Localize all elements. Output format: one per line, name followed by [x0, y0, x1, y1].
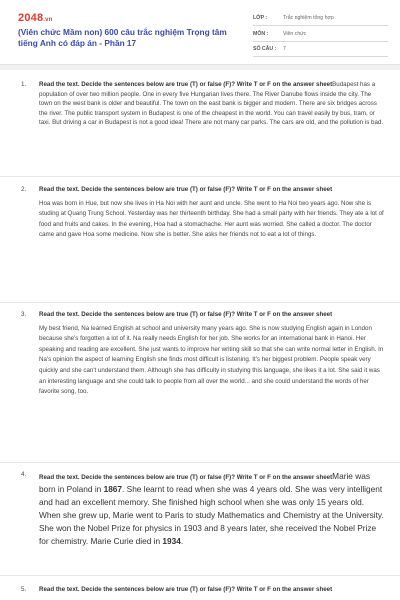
question-passage: [39, 471, 384, 546]
question-body: [39, 310, 385, 398]
logo-main: 2048: [18, 12, 44, 24]
header-divider: [0, 64, 400, 70]
question-passage: Budapest has a population of over two million people. One in every five Hungarian lives there. The River Danube flows inside the city. The town on the west bank is older and beautiful. The town on the east bank is bigger and modern. There are six bridges across the river. The public transport system in Budapest is one of the cheapest in the world. You can travel easily by bus, tram, or taxi. But driving a car in Budapest is not a good idea! There are not many car parks. The cars are old, and the pollution is bad.: [39, 81, 384, 127]
question-separator: [0, 176, 400, 177]
meta-row-count: [253, 44, 388, 57]
question-number: 5.: [21, 586, 27, 593]
question-separator: [0, 575, 400, 576]
question-instruction: [39, 80, 385, 128]
meta-label: LỚP :: [253, 15, 268, 21]
document-title: (Viên chức Mầm non) 600 câu trắc nghiệm Trọng tâm tiếng Anh có đáp án - Phần 17: [18, 27, 227, 48]
meta-row-subject: [253, 29, 388, 42]
question-instruction: Read the text. Decide the sentences below are true (T) or false (F)? Write T or F on the answer sheet: [39, 186, 333, 193]
meta-value: Viên chức: [283, 30, 307, 37]
question-body: [39, 585, 385, 595]
page-header: [0, 0, 400, 62]
meta-label: SỐ CÂU :: [253, 46, 277, 52]
question-passage: Hoa was born in Hue, but now she lives in Ha Noi with her aunt and uncle. She went to Ha Noi two years ago. Now she is studing at Quang Trung School. Yesterday was her thirteenth birthday. She had a small party with her friends. They ate a lot of food and fruits and cakes. In the evening, Hoa had a stomachache. Her aunt was worried. She called a doctor. The doctor came and gave Hoa some medicine. Now she is better. She asks her friends not to eat a lot of things.: [39, 199, 384, 239]
question-number: 3.: [21, 311, 27, 318]
meta-label: MÔN :: [253, 30, 269, 37]
meta-value: 7: [283, 46, 286, 52]
question-body: [39, 80, 385, 128]
question-passage: My best friend, Na learned English at school and university many years ago. She is now studying English again in London because she's forgotten a lot of it. Na really needs English for her job. She works for an international bank in Hanoi. Her speaking and reading are excellent. She just wants to improve her writing skill so that she can write normal letter in English. In Na's opinion the aspect of learning English she finds most difficult is listening. It's her biggest problem. People speak very quickly and she can't understand them. Although she has difficulty in studying this language, she likes it a lot. She said it was an interesting language and she could talk to people from all over the world... and she could understand the words of her favorite song, too.: [39, 324, 384, 396]
document-meta: [253, 13, 388, 60]
question-number: 4.: [21, 471, 27, 478]
passage-segment: Marie was born in Poland in: [39, 471, 370, 494]
question-number: 2.: [21, 186, 27, 193]
question-instruction: Read the text. Decide the sentences below are true (T) or false (F)? Write T or F on the answer sheet: [39, 311, 333, 318]
passage-year: 1934: [162, 536, 181, 546]
meta-value: Trắc nghiệm tổng hợp: [283, 15, 334, 21]
logo-suffix: .vn: [43, 17, 53, 23]
passage-segment: .: [180, 536, 184, 546]
question-body: [39, 470, 385, 548]
question-instruction: [39, 470, 385, 548]
question-separator: [0, 302, 400, 303]
question-separator: [0, 462, 400, 463]
site-logo[interactable]: [18, 12, 53, 24]
question-instruction: Read the text. Decide the sentences below are true (T) or false (F)? Write T or F on the answer sheet: [39, 586, 333, 593]
passage-segment: . She learnt to read when she was 4 years old. She was very intelligent and had an excellent memory. She finished high school when she was only 15 years old. When she grew up, Marie went to Paris to study Mathematics and Chemistry at the University. She won the Nobel Prize for physics in 1903 and 8 years later, she received the Nobel Prize for chemistry. Marie Curie died in: [39, 484, 384, 546]
question-number: 1.: [21, 81, 27, 88]
passage-year: 1867: [103, 484, 123, 494]
meta-row-class: [253, 13, 388, 26]
instruction-text: Read the text. Decide the sentences below are true (T) or false (F)? Write T or F on the answer sheet: [39, 474, 333, 481]
question-body: [39, 185, 385, 241]
instruction-text: Read the text. Decide the sentences below are true (T) or false (F)? Write T or F on the answer sheet: [39, 81, 333, 88]
